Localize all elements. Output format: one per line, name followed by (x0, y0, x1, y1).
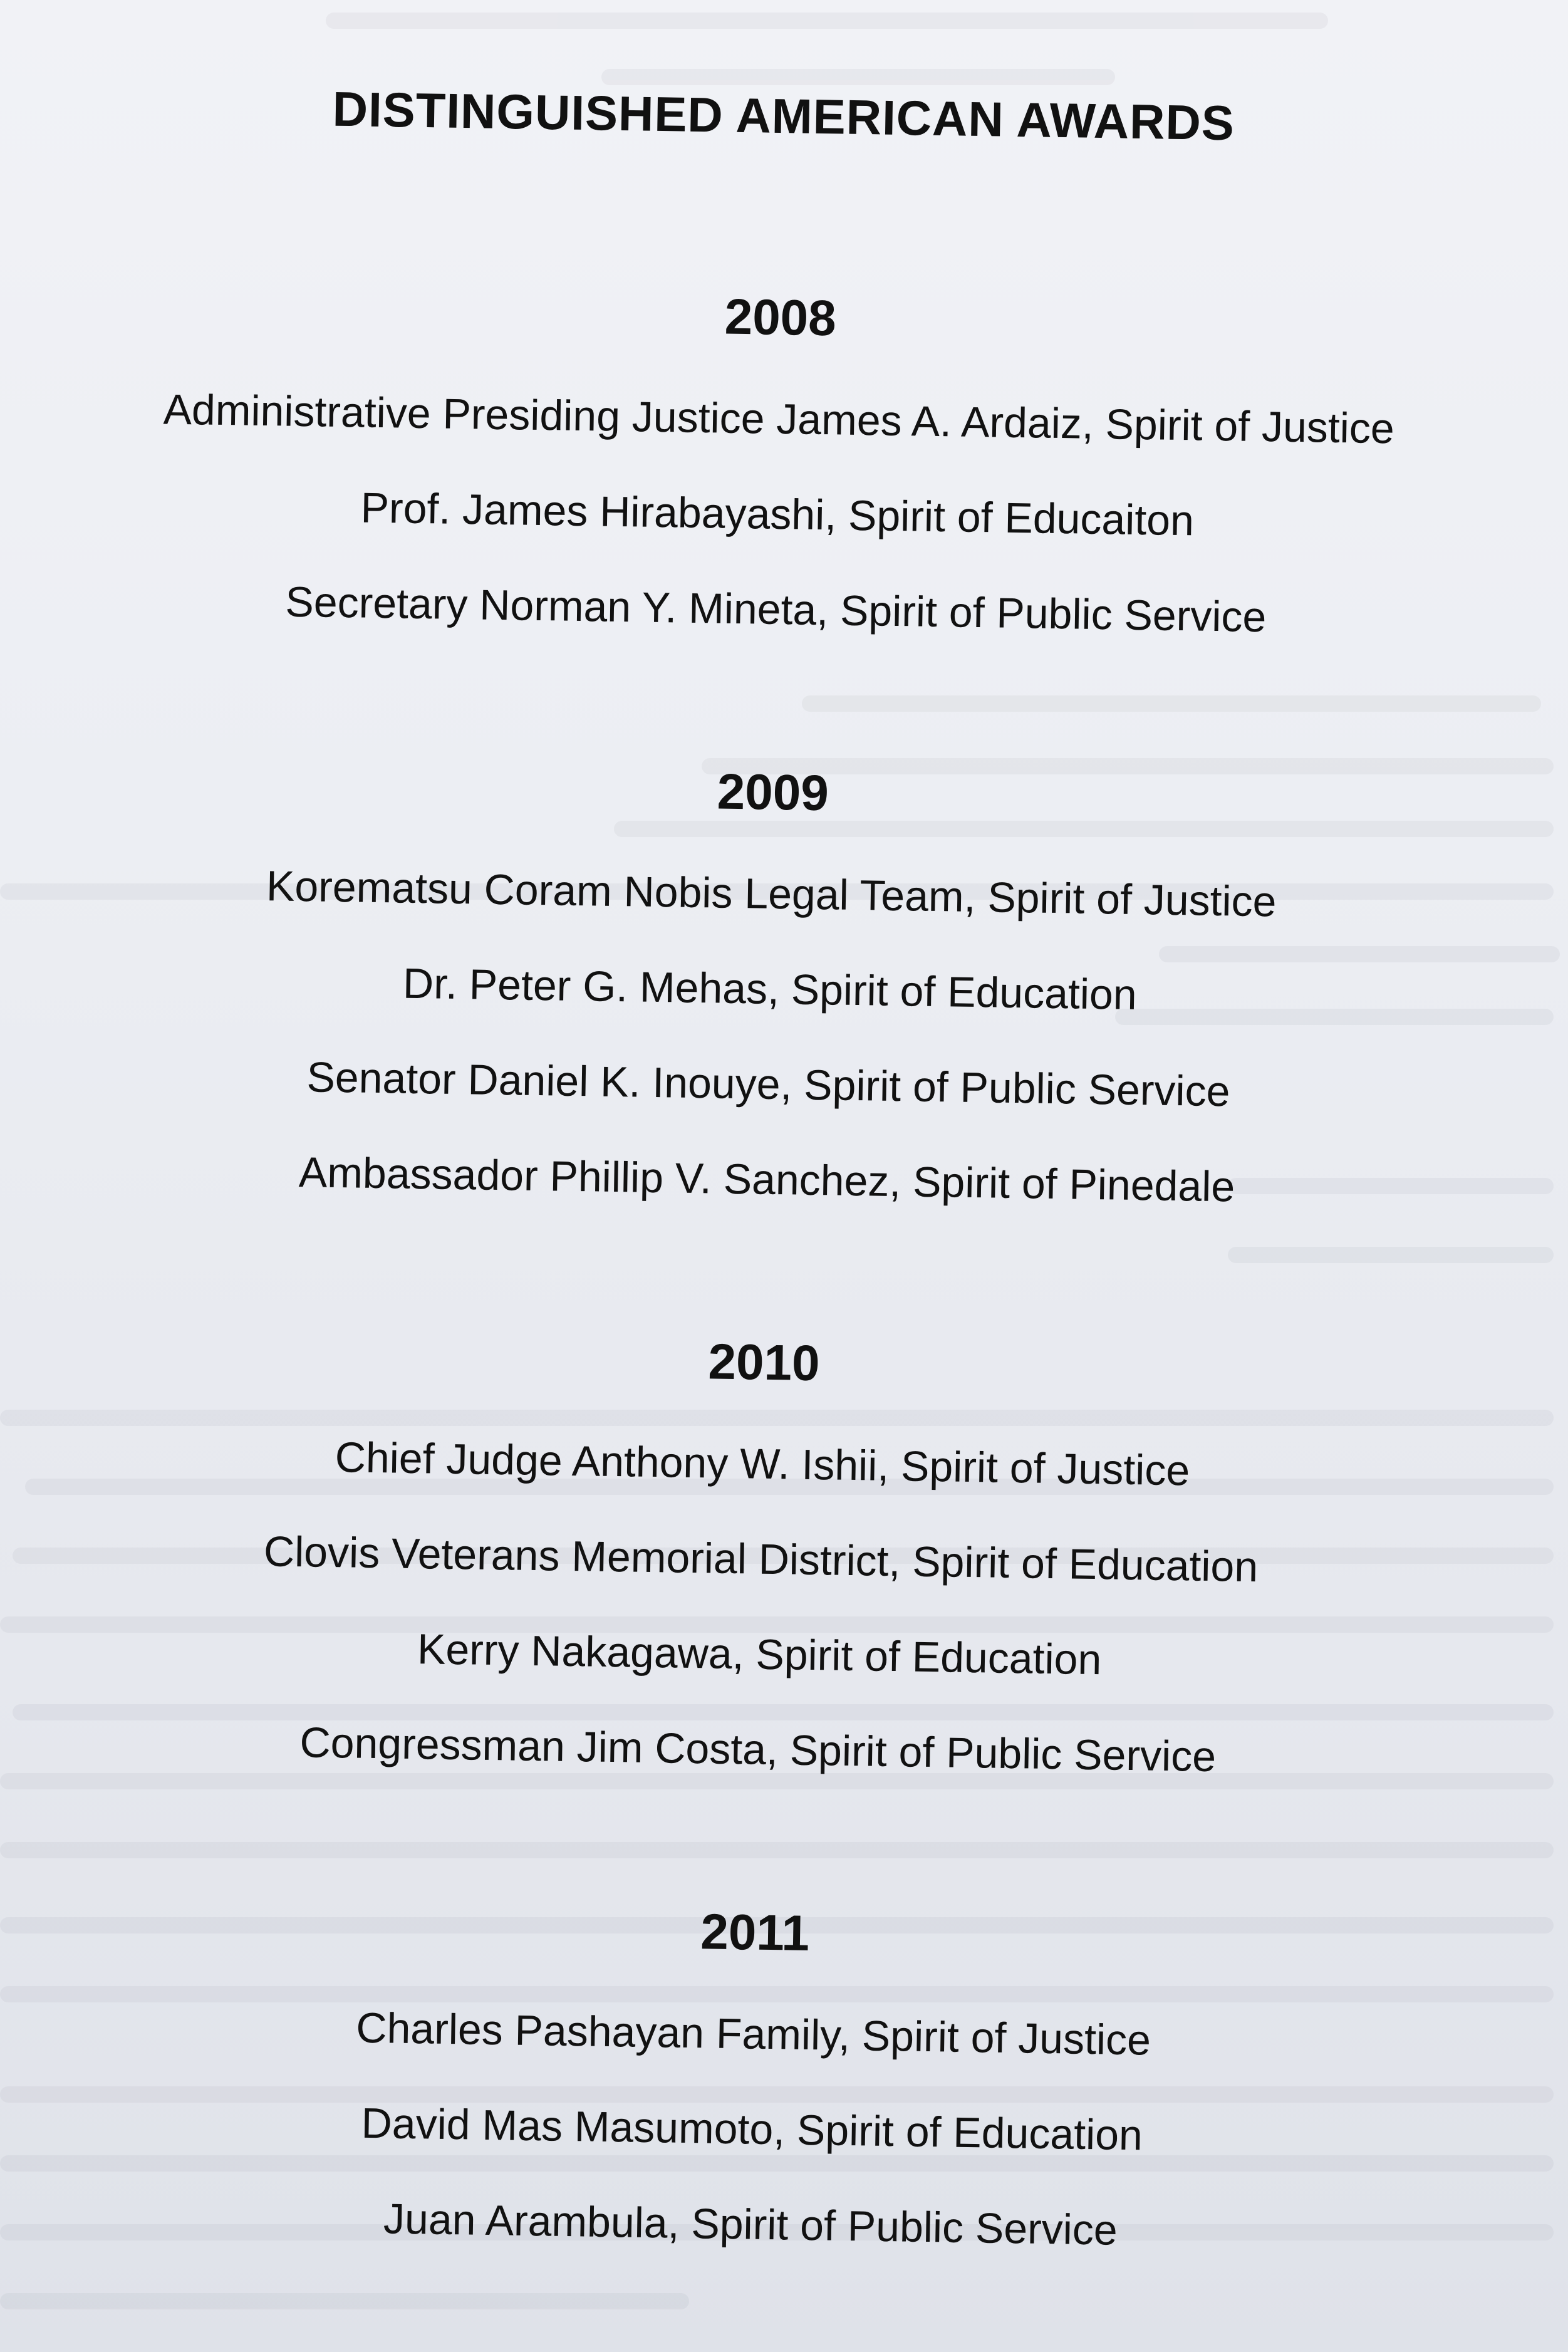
award-entry: Administrative Presiding Justice James A. Ardaiz, Spirit of Justice (163, 385, 1395, 453)
awards-document (41, 76, 1492, 2283)
award-section-2011 (41, 1893, 1464, 2283)
award-section-2008 (66, 278, 1490, 668)
award-entry: Juan Arambula, Spirit of Public Service (383, 2195, 1118, 2254)
award-section-2009 (58, 752, 1482, 1238)
award-section-2010 (48, 1323, 1473, 1808)
award-entry: Dr. Peter G. Mehas, Spirit of Education (402, 959, 1138, 1019)
year-heading: 2011 (700, 1903, 810, 1961)
year-heading: 2008 (724, 288, 837, 346)
year-heading: 2010 (707, 1333, 821, 1392)
award-entry: Congressman Jim Costa, Spirit of Public Service (299, 1719, 1217, 1781)
award-entry: Prof. James Hirabayashi, Spirit of Educaiton (360, 484, 1195, 545)
award-entry: Clovis Veterans Memorial District, Spirit of Education (263, 1527, 1259, 1591)
award-entry: Secretary Norman Y. Mineta, Spirit of Public Service (284, 578, 1267, 642)
award-entry: Korematsu Coram Nobis Legal Team, Spirit of Justice (266, 862, 1277, 926)
award-entry: Ambassador Phillip V. Sanchez, Spirit of Pinedale (298, 1148, 1235, 1211)
award-sections (41, 278, 1489, 2283)
year-heading: 2009 (717, 763, 829, 821)
award-entry: Kerry Nakagawa, Spirit of Education (417, 1625, 1102, 1684)
award-entry: David Mas Masumoto, Spirit of Education (361, 2099, 1143, 2160)
document-title: DISTINGUISHED AMERICAN AWARDS (332, 81, 1235, 151)
award-entry: Chief Judge Anthony W. Ishii, Spirit of Justice (335, 1434, 1190, 1495)
award-entry: Senator Daniel K. Inouye, Spirit of Public Service (306, 1053, 1231, 1116)
award-entry: Charles Pashayan Family, Spirit of Justice (355, 2004, 1151, 2064)
